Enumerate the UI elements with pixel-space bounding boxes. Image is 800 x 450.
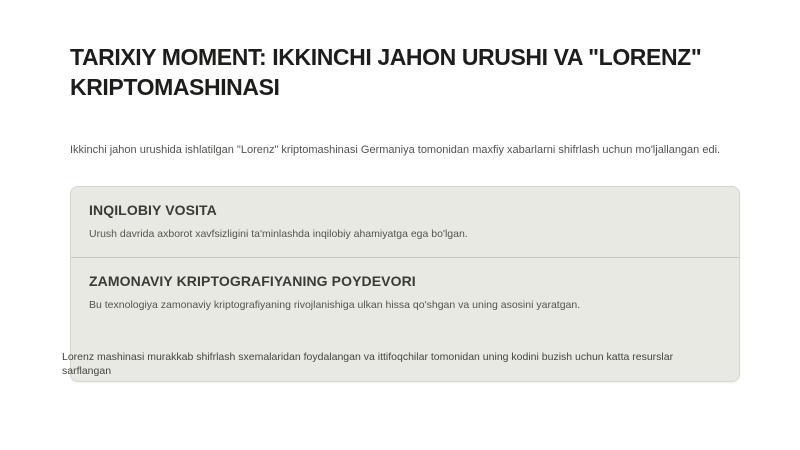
section-body: Bu texnologiya zamonaviy kriptografiyaning rivojlanishiga ulkan hissa qo'shgan va uning asosini yaratgan.	[89, 299, 581, 311]
card-section-revolutionary-tool	[71, 187, 739, 258]
section-heading: ZAMONAVIY KRIPTOGRAFIYANING POYDEVORI	[89, 273, 416, 289]
footer-note: Lorenz mashinasi murakkab shifrlash sxemalaridan foydalangan va ittifoqchilar tomonidan uning kodini buzish uchun katta resurslar sarflangan	[62, 351, 674, 378]
intro-paragraph: Ikkinchi jahon urushida ishlatilgan "Lorenz" kriptomashinasi Germaniya tomonidan maxfiy xabarlarni shifrlash uchun mo'ljallangan edi.	[70, 144, 721, 156]
section-heading: INQILOBIY VOSITA	[89, 202, 217, 218]
page-title: TARIXIY MOMENT: IKKINCHI JAHON URUSHI VA "LORENZ" KRIPTOMASHINASI	[70, 44, 702, 101]
card-section-foundation-of-cryptography	[71, 258, 739, 324]
section-body: Urush davrida axborot xavfsizligini ta'minlashda inqilobiy ahamiyatga ega bo'lgan.	[89, 228, 468, 240]
